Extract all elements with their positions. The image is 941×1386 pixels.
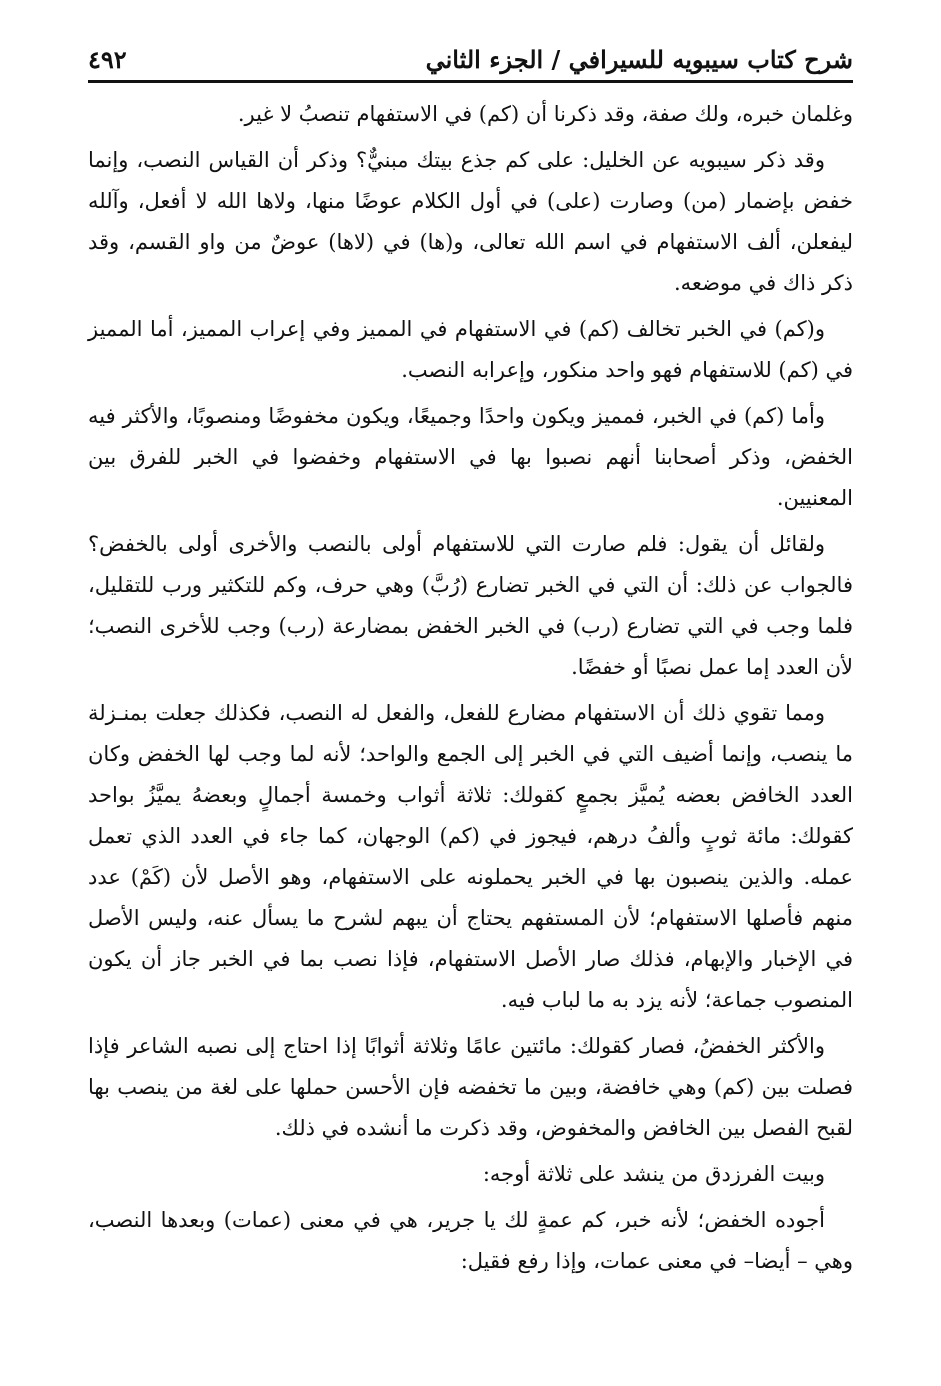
paragraph: وغلمان خبره، ولك صفة، وقد ذكرنا أن (كم) في الاستفهام تنصبُ لا غير. [237, 102, 853, 126]
paragraph: وبيت الفرزدق من ينشد على ثلاثة أوجه: [482, 1162, 825, 1186]
page-number: ٤٩٢ [88, 45, 127, 74]
paragraph: والأكثر الخفضُ، فصار كقولك: مائتين عامًا وثلاثة أثوابًا إذا احتاج إلى نصبه الشاعر فإذا فصلت بين (كم) وهي خافضة، وبين ما تخفضه فإن الأحسن حملها على لغة من ينصب بها لقبح الفصل بين الخافض والمخفوض، وقد ذكرت ما أنشده في ذلك. [88, 1034, 853, 1140]
paragraph: وأما (كم) في الخبر، فمميز ويكون واحدًا وجميعًا، ويكون مخفوضًا ومنصوبًا، والأكثر فيه الخفض، وذكر أصحابنا أنهم نصبوا بها في الاستفهام وخفضوا في الخبر للفرق بين المعنيين. [88, 404, 853, 510]
header-rule [88, 80, 853, 83]
paragraph: أجوده الخفض؛ لأنه خبر، كم عمةٍ لك يا جرير، هي في معنى (عمات) وبعدها النصب، وهي – أيضا– في معنى عمات، وإذا رفع فقيل: [88, 1208, 853, 1273]
paragraph: و(كم) في الخبر تخالف (كم) في الاستفهام في المميز وفي إعراب المميز، أما المميز في (كم) للاستفهام فهو واحد منكور، وإعرابه النصب. [88, 317, 853, 382]
body-text [88, 94, 853, 1287]
page-header [88, 28, 853, 74]
paragraph: ولقائل أن يقول: فلم صارت التي للاستفهام أولى بالنصب والأخرى أولى بالخفض؟ فالجواب عن ذلك: أن التي في الخبر تضارع (رُبَّ) وهي حرف، وكم للتكثير ورب للتقليل، فلما وجب في التي تضارع (رب) في الخبر الخفض بمضارعة (رب) وجب للأخرى النصب؛ لأن العدد إما عمل نصبًا أو خفضًا. [88, 532, 853, 679]
paragraph: وقد ذكر سيبويه عن الخليل: على كم جذع بيتك مبنيٌّ؟ وذكر أن القياس النصب، وإنما خفض بإضمار (من) وصارت (على) في أول الكلام عوضًا منها، ولاها الله لا أفعل، وآلله ليفعلن، ألف الاستفهام في اسم الله تعالى، و(ها) في (لاها) عوضٌ من واو القسم، وقد ذكر ذاك في موضعه. [88, 148, 853, 295]
running-title: شرح كتاب سيبويه للسيرافي / الجزء الثاني [425, 45, 853, 74]
paragraph: ومما تقوي ذلك أن الاستفهام مضارع للفعل، والفعل له النصب، فكذلك جعلت بمنـزلة ما ينصب، وإنما أضيف التي في الخبر إلى الجمع والواحد؛ لأنه لما وجب لها الخفض وكان العدد الخافض بعضه يُميَّز بجمعٍ كقولك: ثلاثة أثواب وخمسة أجمالٍ وبعضهُ يميَّزُ بواحد كقولك: مائة ثوبٍ وألفُ درهم، فيجوز في (كم) الوجهان، كما جاء في العدد الذي تعمل عمله. والذين ينصبون بها في الخبر يحملونه على الاستفهام، وهو الأصل لأن (كَمْ) عدد منهم فأصلها الاستفهام؛ لأن المستفهم يحتاج أن يبهم لشرح ما يسأل عنه، وليس الأصل في الإخبار والإبهام، فذلك صار الأصل الاستفهام، فإذا نصب بما في الخبر جاز أن يكون المنصوب جماعة؛ لأنه يزد به ما لباب فيه. [88, 701, 853, 1012]
